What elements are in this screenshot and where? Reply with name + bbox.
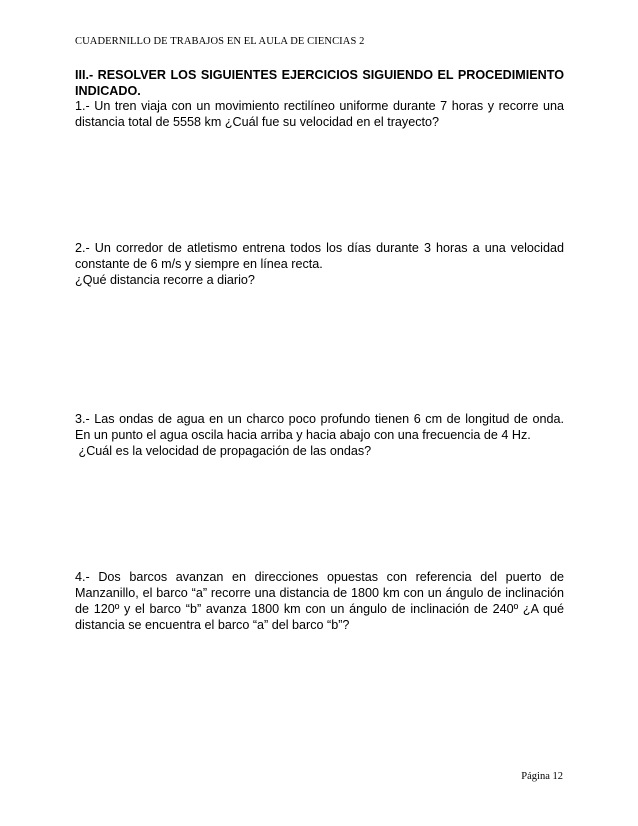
exercise-3 bbox=[75, 411, 564, 459]
exercise-1 bbox=[75, 98, 564, 130]
exercise-1-statement: 1.- Un tren viaja con un movimiento rectilíneo uniforme durante 7 horas y recorre una distancia total de 5558 km ¿Cuál fue su velocidad en el trayecto? bbox=[75, 99, 564, 129]
exercise-2-question: ¿Qué distancia recorre a diario? bbox=[75, 273, 255, 287]
exercise-4 bbox=[75, 569, 564, 633]
page-header: CUADERNILLO DE TRABAJOS EN EL AULA DE CIENCIAS 2 bbox=[75, 36, 365, 47]
exercise-3-statement: 3.- Las ondas de agua en un charco poco profundo tienen 6 cm de longitud de onda. En un punto el agua oscila hacia arriba y hacia abajo con una frecuencia de 4 Hz. bbox=[75, 412, 564, 442]
section-title: III.- RESOLVER LOS SIGUIENTES EJERCICIOS SIGUIENDO EL PROCEDIMIENTO INDICADO. bbox=[75, 68, 564, 98]
exercise-4-statement: 4.- Dos barcos avanzan en direcciones opuestas con referencia del puerto de Manzanillo, el barco “a” recorre una distancia de 1800 km con un ángulo de inclinación de 120º y el barco “b” avanza 1800 km con un ángulo de inclinación de 240º ¿A qué distancia se encuentra el barco “a” del barco “b”? bbox=[75, 570, 564, 632]
page-number: Página 12 bbox=[521, 771, 563, 782]
exercise-2-statement: 2.- Un corredor de atletismo entrena todos los días durante 3 horas a una velocidad constante de 6 m/s y siempre en línea recta. bbox=[75, 241, 564, 271]
exercise-2 bbox=[75, 240, 564, 288]
exercise-3-question: ¿Cuál es la velocidad de propagación de las ondas? bbox=[75, 444, 372, 458]
